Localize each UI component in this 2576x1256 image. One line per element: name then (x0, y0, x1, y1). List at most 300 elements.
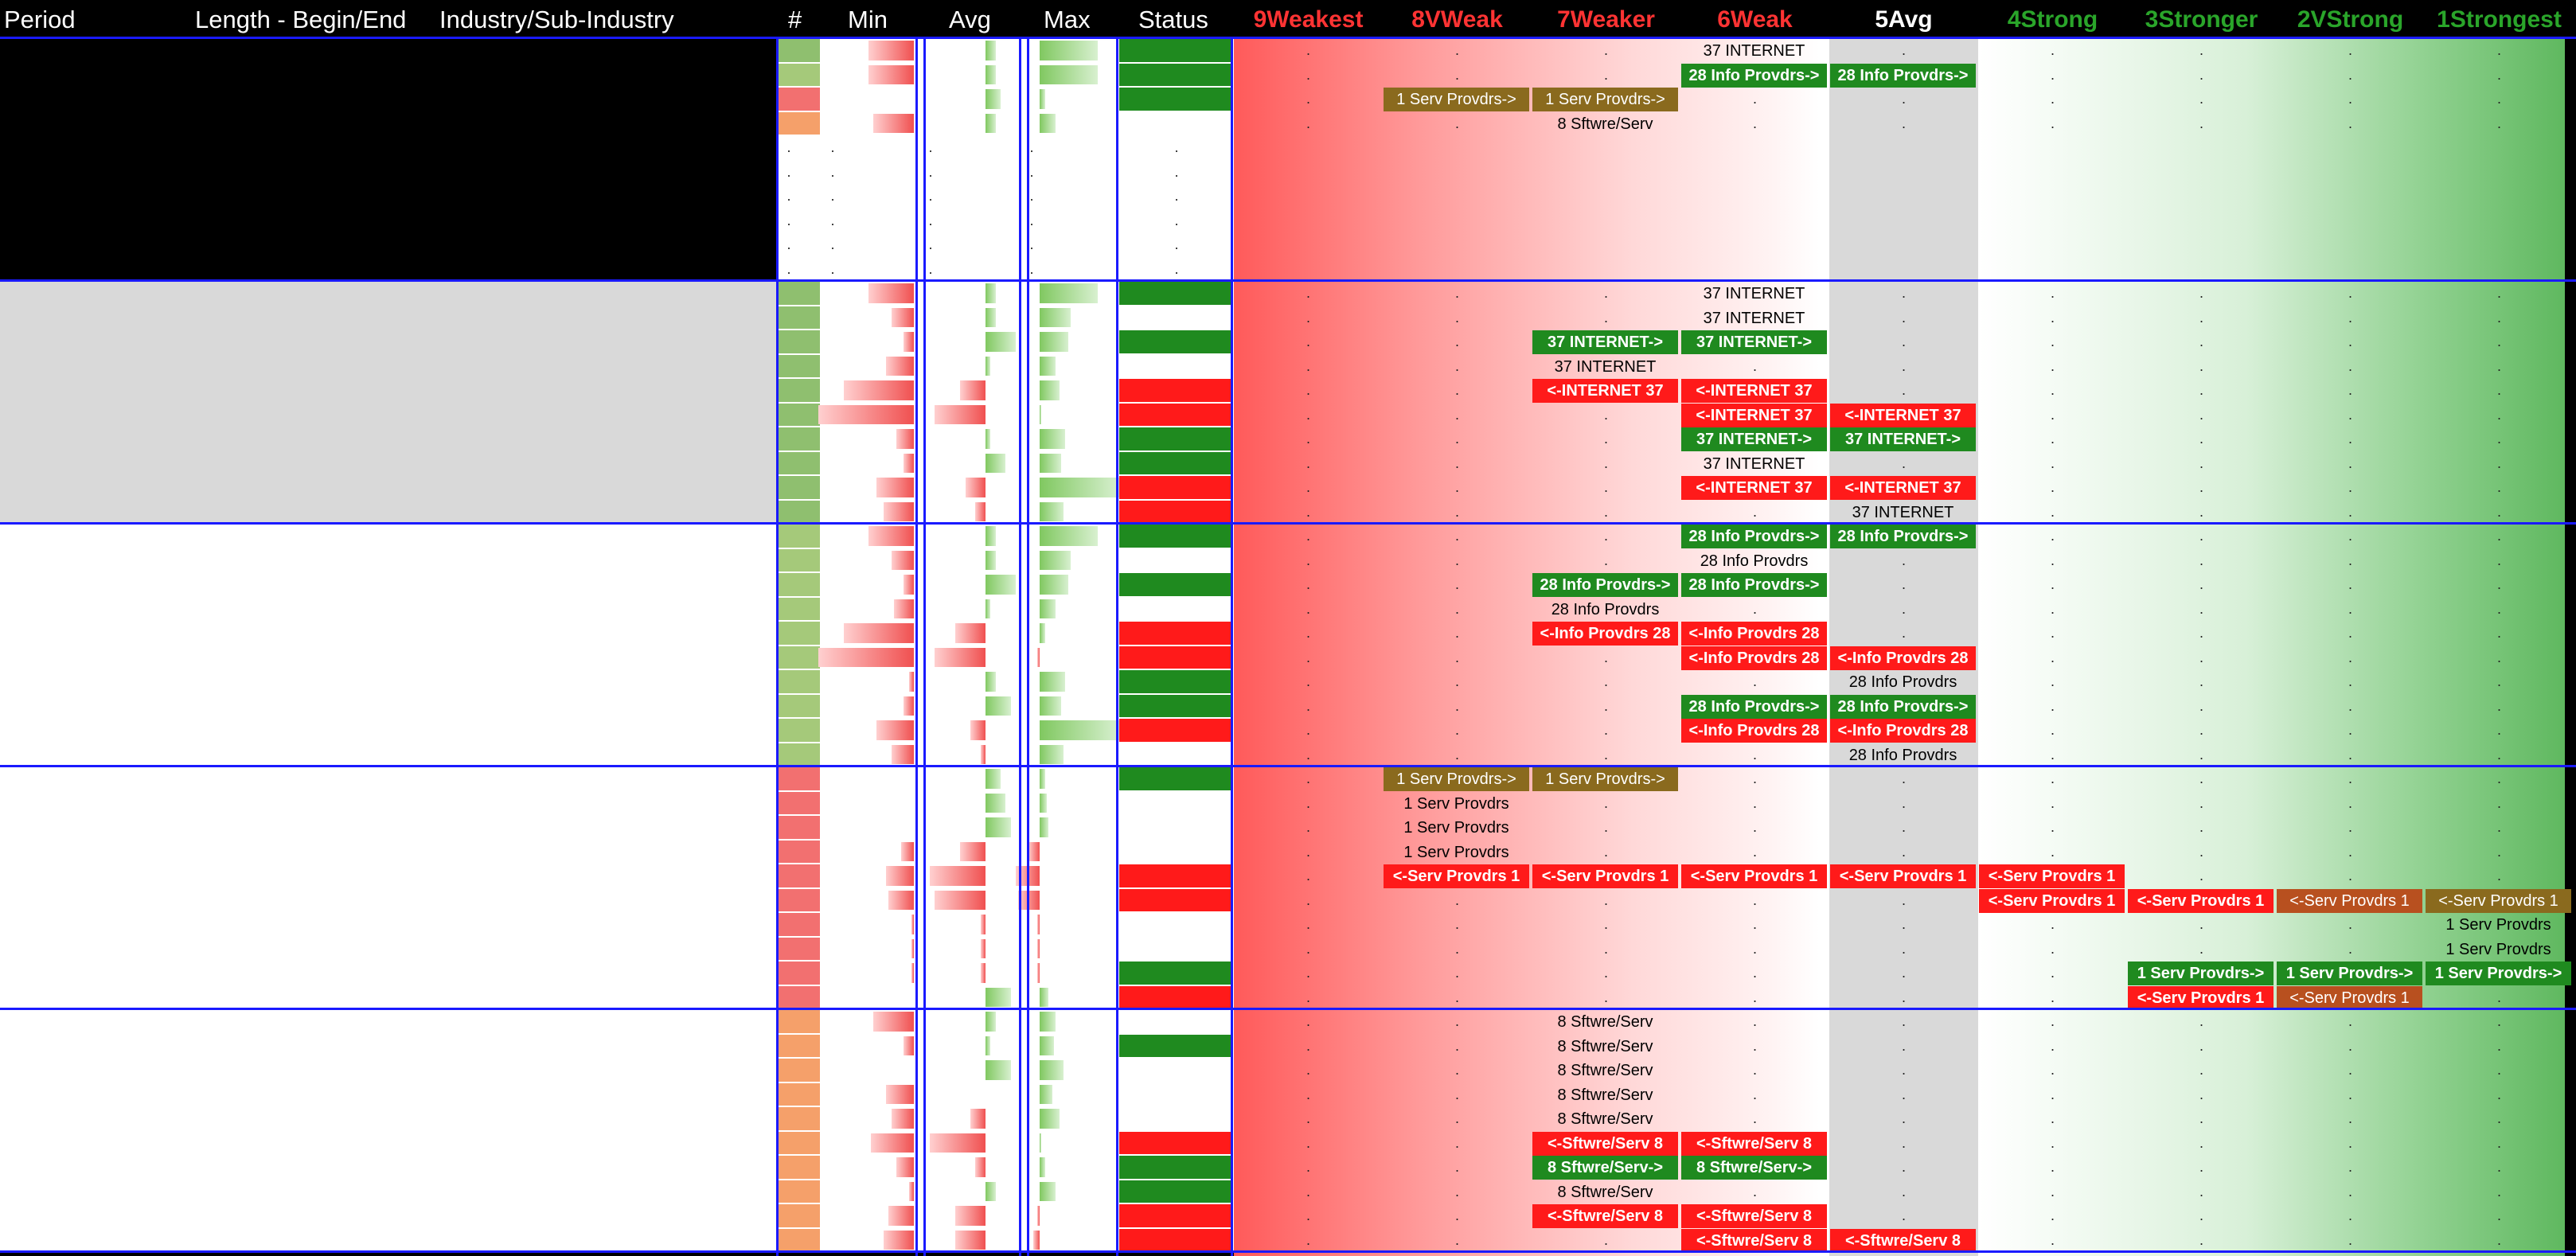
cell-max (1027, 524, 1116, 548)
cell-max (1027, 888, 1116, 913)
tier-empty-dot: . (2199, 1207, 2203, 1223)
tier-empty-dot: . (1603, 989, 1608, 1005)
status-badge (1119, 669, 1231, 694)
tier-empty-dot: . (2199, 285, 2203, 301)
status-badge (1119, 888, 1231, 913)
cell-count (779, 694, 820, 719)
tier-empty-dot: . (1752, 1013, 1757, 1029)
cell-max (1027, 354, 1116, 379)
empty-dot: . (830, 163, 835, 180)
tier-empty-dot: . (1603, 819, 1608, 835)
status-badge (1119, 1058, 1231, 1082)
tier-empty-dot: . (1306, 697, 1310, 714)
tier-empty-dot: . (2348, 42, 2352, 58)
cell-period (5, 572, 192, 597)
tier-empty-dot: . (2199, 1183, 2203, 1199)
cell-min (828, 403, 915, 427)
cell-industry (439, 38, 774, 63)
tier-empty-dot: . (1454, 406, 1459, 423)
cell-avg (923, 38, 1017, 63)
tier-label: <-Serv Provdrs 1 (1830, 864, 1976, 888)
cell-length (196, 646, 435, 670)
cell-length (196, 427, 435, 451)
empty-dot: . (1174, 163, 1179, 180)
cell-max (1027, 111, 1116, 136)
tier-label: 28 Info Provdrs-> (1681, 525, 1827, 548)
tier-empty-dot: . (2348, 673, 2352, 689)
cell-count (779, 1228, 820, 1253)
tier-label: 37 INTERNET-> (1681, 330, 1827, 354)
cell-period (5, 232, 192, 257)
cell-count (779, 718, 820, 743)
tier-label: 8 Sftwre/Serv (1557, 1086, 1653, 1104)
tier-empty-dot: . (2348, 770, 2352, 786)
tier-empty-dot: . (1603, 673, 1608, 689)
cell-industry (439, 500, 774, 525)
cell-industry (439, 888, 774, 913)
cell-max (1027, 184, 1116, 209)
tier-empty-dot: . (1306, 357, 1310, 374)
cell-period (5, 646, 192, 670)
cell-industry (439, 281, 774, 306)
cell-avg (923, 1131, 1017, 1156)
cell-period (5, 1106, 192, 1131)
tier-empty-dot: . (1752, 1086, 1757, 1102)
cell-max (1027, 912, 1116, 937)
tier-label: <-Serv Provdrs 1 (2426, 889, 2571, 913)
tier-empty-dot: . (1901, 382, 1906, 398)
cell-max (1027, 791, 1116, 816)
cell-period (5, 1155, 192, 1180)
tier-empty-dot: . (2496, 1037, 2501, 1054)
tier-empty-dot: . (2348, 722, 2352, 738)
tier-empty-dot: . (2348, 625, 2352, 641)
tier-label: <-INTERNET 37 (1532, 379, 1678, 403)
status-badge (1119, 766, 1231, 791)
cell-count (779, 1082, 820, 1107)
status-badge (1119, 1131, 1231, 1156)
tier-label: <-Sftwre/Serv 8 (1681, 1229, 1827, 1253)
cell-length (196, 330, 435, 354)
tier-empty-dot: . (1306, 1159, 1310, 1175)
cell-avg (923, 1203, 1017, 1228)
tier-label: 1 Serv Provdrs-> (1384, 88, 1529, 111)
tier-label: 28 Info Provdrs-> (1681, 573, 1827, 597)
tier-empty-dot: . (2348, 309, 2352, 326)
cell-min (828, 451, 915, 476)
cell-period (5, 840, 192, 864)
tier-empty-dot: . (1306, 600, 1310, 617)
tier-empty-dot: . (1901, 91, 1906, 107)
tier-label: <-INTERNET 37 (1830, 476, 1976, 500)
status-badge (1119, 1034, 1231, 1059)
cell-length (196, 209, 435, 233)
cell-industry (439, 451, 774, 476)
tier-empty-dot: . (2050, 454, 2055, 471)
group-divider (0, 765, 2576, 767)
tier-empty-dot: . (2050, 940, 2055, 957)
cell-period (5, 548, 192, 573)
cell-max (1027, 864, 1116, 888)
cell-avg (923, 403, 1017, 427)
cell-period (5, 500, 192, 525)
tier-empty-dot: . (2496, 1159, 2501, 1175)
tier-empty-dot: . (2348, 431, 2352, 447)
tier-empty-dot: . (2199, 1231, 2203, 1248)
status-badge (1119, 475, 1231, 500)
status-badge (1119, 451, 1231, 476)
cell-min (828, 1009, 915, 1034)
tier-empty-dot: . (1603, 697, 1608, 714)
tier-empty-dot: . (2199, 309, 2203, 326)
cell-industry (439, 403, 774, 427)
tier-empty-dot: . (2348, 406, 2352, 423)
tier-empty-dot: . (1454, 965, 1459, 981)
cell-industry (439, 354, 774, 379)
cell-period (5, 524, 192, 548)
cell-min (828, 475, 915, 500)
tier-empty-dot: . (2496, 1086, 2501, 1102)
tier-empty-dot: . (2050, 989, 2055, 1005)
status-badge (1119, 815, 1231, 840)
tier-empty-dot: . (2050, 697, 2055, 714)
tier-empty-dot: . (1901, 1110, 1906, 1126)
tier-empty-dot: . (1603, 940, 1608, 957)
cell-min (828, 864, 915, 888)
cell-max (1027, 330, 1116, 354)
tier-empty-dot: . (2496, 91, 2501, 107)
tier-empty-dot: . (2496, 1134, 2501, 1151)
empty-dot: . (928, 139, 933, 155)
status-badge (1119, 597, 1231, 622)
cell-max (1027, 1082, 1116, 1107)
tier-empty-dot: . (2348, 1159, 2352, 1175)
cell-max (1027, 306, 1116, 330)
tier-empty-dot: . (2199, 431, 2203, 447)
cell-length (196, 621, 435, 646)
cell-min (828, 306, 915, 330)
cell-max (1027, 1009, 1116, 1034)
cell-max (1027, 87, 1116, 111)
tier-empty-dot: . (2199, 1110, 2203, 1126)
cell-count (779, 766, 820, 791)
empty-dot: . (830, 188, 835, 204)
tier-empty-dot: . (1306, 406, 1310, 423)
tier-empty-dot: . (1901, 454, 1906, 471)
tier-empty-dot: . (1454, 746, 1459, 763)
tier-empty-dot: . (1306, 91, 1310, 107)
status-badge (1119, 87, 1231, 111)
tier-empty-dot: . (2496, 309, 2501, 326)
cell-min (828, 815, 915, 840)
tier-empty-dot: . (2199, 1062, 2203, 1078)
cell-avg (923, 330, 1017, 354)
tier-empty-dot: . (1454, 940, 1459, 957)
tier-empty-dot: . (1306, 746, 1310, 763)
tier-empty-dot: . (1901, 552, 1906, 568)
tier-empty-dot: . (1306, 940, 1310, 957)
cell-count (779, 1155, 820, 1180)
cell-length (196, 912, 435, 937)
cell-industry (439, 791, 774, 816)
tier-label: 1 Serv Provdrs-> (1532, 767, 1678, 791)
cell-industry (439, 160, 774, 185)
cell-avg (923, 864, 1017, 888)
cell-avg (923, 524, 1017, 548)
cell-industry (439, 646, 774, 670)
cell-avg (923, 500, 1017, 525)
status-badge (1119, 38, 1231, 63)
tier-empty-dot: . (2348, 916, 2352, 932)
cell-industry (439, 1131, 774, 1156)
tier-empty-dot: . (2199, 479, 2203, 495)
cell-avg (923, 621, 1017, 646)
cell-avg (923, 281, 1017, 306)
cell-period (5, 961, 192, 985)
empty-dot: . (928, 188, 933, 204)
tier-empty-dot: . (2348, 454, 2352, 471)
tier-empty-dot: . (2050, 965, 2055, 981)
tier-empty-dot: . (2348, 66, 2352, 83)
tier-empty-dot: . (1752, 965, 1757, 981)
tier-empty-dot: . (2496, 794, 2501, 811)
cell-count (779, 791, 820, 816)
cell-max (1027, 257, 1116, 282)
tier-empty-dot: . (1603, 722, 1608, 738)
tier-label: 1 Serv Provdrs (1403, 843, 1509, 861)
cell-industry (439, 1082, 774, 1107)
tier-empty-dot: . (1454, 431, 1459, 447)
cell-count (779, 597, 820, 622)
cell-max (1027, 135, 1116, 160)
tier-empty-dot: . (2348, 91, 2352, 107)
cell-min (828, 427, 915, 451)
tier-empty-dot: . (1306, 334, 1310, 349)
tier-empty-dot: . (2050, 1134, 2055, 1151)
cell-length (196, 766, 435, 791)
cell-avg (923, 985, 1017, 1010)
tier-empty-dot: . (1603, 1231, 1608, 1248)
tier-empty-dot: . (1306, 1110, 1310, 1126)
empty-dot: . (928, 260, 933, 277)
tier-empty-dot: . (1603, 891, 1608, 908)
cell-period (5, 427, 192, 451)
cell-min (828, 38, 915, 63)
status-badge (1119, 1155, 1231, 1180)
cell-min (828, 1131, 915, 1156)
cell-length (196, 791, 435, 816)
cell-length (196, 135, 435, 160)
tier-empty-dot: . (2050, 382, 2055, 398)
tier-label: 37 INTERNET-> (1532, 330, 1678, 354)
empty-dot: . (1029, 163, 1034, 180)
cell-min (828, 87, 915, 111)
tier-empty-dot: . (2348, 746, 2352, 763)
tier-empty-dot: . (2348, 503, 2352, 520)
tier-empty-dot: . (2496, 819, 2501, 835)
cell-length (196, 597, 435, 622)
cell-length (196, 403, 435, 427)
cell-avg (923, 791, 1017, 816)
tier-empty-dot: . (1306, 115, 1310, 131)
cell-min (828, 1203, 915, 1228)
tier-empty-dot: . (1454, 673, 1459, 689)
tier-empty-dot: . (1901, 600, 1906, 617)
tier-empty-dot: . (1752, 843, 1757, 860)
empty-dot: . (1029, 260, 1034, 277)
tier-label: 8 Sftwre/Serv (1557, 115, 1653, 133)
cell-period (5, 330, 192, 354)
cell-period (5, 63, 192, 88)
tier-label: <-Serv Provdrs 1 (2128, 889, 2274, 913)
cell-period (5, 912, 192, 937)
tier-empty-dot: . (2496, 479, 2501, 495)
cell-length (196, 1131, 435, 1156)
tier-empty-dot: . (2199, 1013, 2203, 1029)
tier-empty-dot: . (1901, 794, 1906, 811)
status-badge (1119, 743, 1231, 767)
cell-avg (923, 1058, 1017, 1082)
cell-industry (439, 815, 774, 840)
cell-industry (439, 937, 774, 962)
tier-label: <-Serv Provdrs 1 (1681, 864, 1827, 888)
tier-label: 28 Info Provdrs-> (1830, 525, 1976, 548)
tier-empty-dot: . (1901, 1134, 1906, 1151)
header-period: Period (4, 6, 76, 33)
cell-length (196, 718, 435, 743)
cell-length (196, 257, 435, 282)
cell-industry (439, 427, 774, 451)
cell-count (779, 864, 820, 888)
tier-empty-dot: . (1603, 42, 1608, 58)
cell-avg (923, 694, 1017, 719)
tier-empty-dot: . (1603, 965, 1608, 981)
empty-dot: . (1174, 260, 1179, 277)
tier-empty-dot: . (2348, 1183, 2352, 1199)
tier-empty-dot: . (2496, 697, 2501, 714)
cell-min (828, 281, 915, 306)
tier-empty-dot: . (1306, 916, 1310, 932)
tier-empty-dot: . (2348, 1013, 2352, 1029)
cell-count (779, 1009, 820, 1034)
cell-max (1027, 232, 1116, 257)
cell-count (779, 1203, 820, 1228)
tier-empty-dot: . (1454, 625, 1459, 641)
tier-empty-dot: . (1306, 843, 1310, 860)
tier-empty-dot: . (2496, 552, 2501, 568)
tier-empty-dot: . (1901, 576, 1906, 592)
column-divider (1116, 38, 1118, 1256)
tier-empty-dot: . (2496, 431, 2501, 447)
cell-period (5, 87, 192, 111)
tier-empty-dot: . (2199, 770, 2203, 786)
cell-period (5, 1082, 192, 1107)
cell-period (5, 306, 192, 330)
cell-max (1027, 572, 1116, 597)
cell-avg (923, 937, 1017, 962)
cell-count (779, 548, 820, 573)
cell-count (779, 621, 820, 646)
tier-empty-dot: . (1306, 989, 1310, 1005)
cell-avg (923, 1106, 1017, 1131)
tier-empty-dot: . (1454, 1134, 1459, 1151)
cell-length (196, 111, 435, 136)
cell-avg (923, 572, 1017, 597)
status-badge (1119, 646, 1231, 670)
cell-min (828, 937, 915, 962)
cell-count (779, 38, 820, 63)
cell-avg (923, 840, 1017, 864)
cell-industry (439, 524, 774, 548)
cell-avg (923, 354, 1017, 379)
cell-min (828, 330, 915, 354)
tier-empty-dot: . (2348, 843, 2352, 860)
tier-empty-dot: . (1306, 431, 1310, 447)
cell-count (779, 840, 820, 864)
tier-empty-dot: . (2050, 600, 2055, 617)
tier-empty-dot: . (2199, 576, 2203, 592)
cell-avg (923, 451, 1017, 476)
cell-min (828, 669, 915, 694)
tier-empty-dot: . (2199, 1037, 2203, 1054)
cell-max (1027, 621, 1116, 646)
status-badge (1119, 500, 1231, 525)
cell-period (5, 451, 192, 476)
tier-label: 8 Sftwre/Serv-> (1681, 1156, 1827, 1180)
tier-empty-dot: . (2199, 115, 2203, 131)
cell-avg (923, 184, 1017, 209)
tier-empty-dot: . (1901, 916, 1906, 932)
cell-length (196, 1180, 435, 1204)
cell-count (779, 985, 820, 1010)
tier-empty-dot: . (2050, 916, 2055, 932)
cell-industry (439, 912, 774, 937)
tier-empty-dot: . (1306, 66, 1310, 83)
cell-count (779, 87, 820, 111)
tier-empty-dot: . (1454, 479, 1459, 495)
tier-empty-dot: . (1454, 503, 1459, 520)
cell-period (5, 475, 192, 500)
tier-empty-dot: . (2050, 66, 2055, 83)
cell-max (1027, 1034, 1116, 1059)
cell-length (196, 548, 435, 573)
group-divider (0, 1250, 2576, 1253)
cell-min (828, 548, 915, 573)
tier-empty-dot: . (1454, 115, 1459, 131)
tier-empty-dot: . (1454, 66, 1459, 83)
cell-min (828, 1180, 915, 1204)
tier-empty-dot: . (1603, 649, 1608, 665)
cell-avg (923, 427, 1017, 451)
header-min: Min (848, 6, 888, 33)
tier-empty-dot: . (1454, 42, 1459, 58)
tier-empty-dot: . (1603, 66, 1608, 83)
tier-label: <-Info Provdrs 28 (1681, 622, 1827, 646)
tier-empty-dot: . (1752, 940, 1757, 957)
cell-avg (923, 1180, 1017, 1204)
status-badge (1119, 840, 1231, 864)
tier-empty-dot: . (2050, 1062, 2055, 1078)
tier-label: 37 INTERNET (1703, 454, 1805, 473)
cell-length (196, 888, 435, 913)
tier-empty-dot: . (2199, 334, 2203, 349)
cell-industry (439, 475, 774, 500)
cell-min (828, 184, 915, 209)
tier-empty-dot: . (1306, 1207, 1310, 1223)
tier-empty-dot: . (1454, 1207, 1459, 1223)
cell-min (828, 160, 915, 185)
tier-empty-dot: . (2050, 309, 2055, 326)
